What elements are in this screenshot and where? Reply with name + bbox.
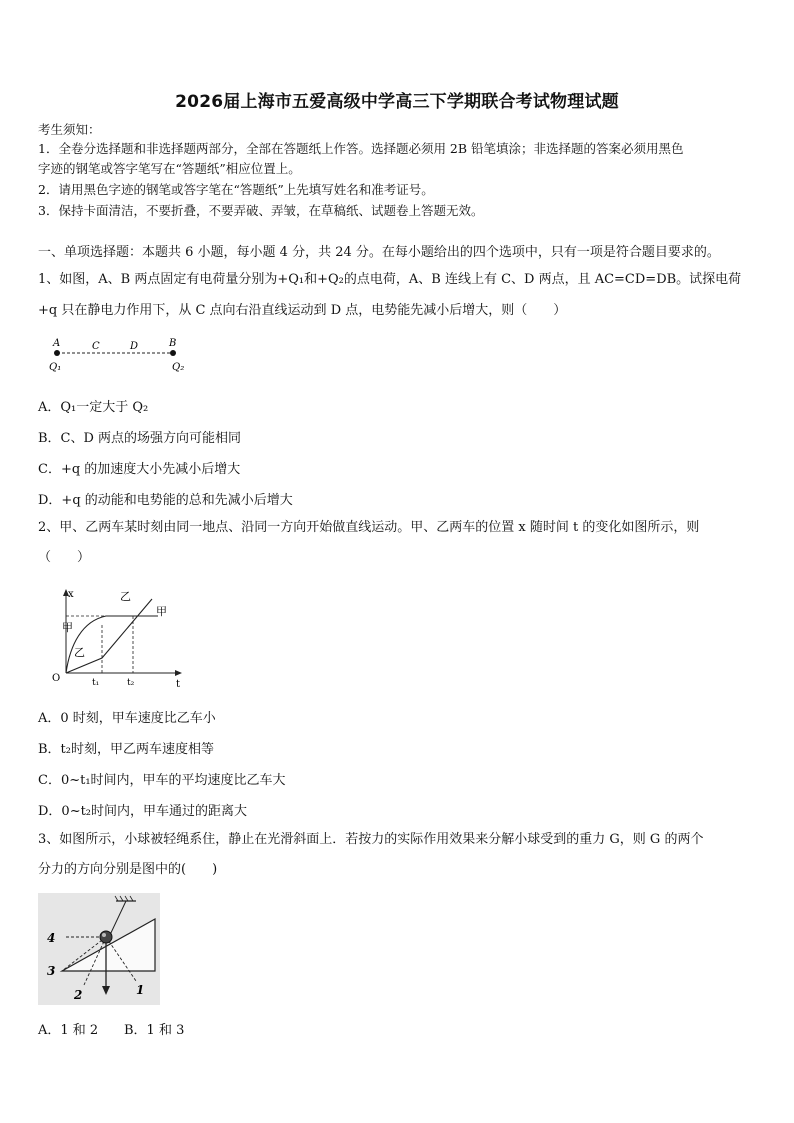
notice-item: 3．保持卡面清洁，不要折叠，不要弄破、弄皱，在草稿纸、试题卷上答题无效。	[38, 203, 484, 218]
t1-tick-label: t₁	[92, 678, 100, 688]
q1-option-a: A．Q₁一定大于 Q₂	[38, 400, 149, 415]
notice-heading: 考生须知：	[38, 122, 101, 137]
origin-label: O	[52, 673, 61, 684]
q2-stem: 2、甲、乙两车某时刻由同一地点、沿同一方向开始做直线运动。甲、乙两车的位置 x 随时间 t 的变化如图所示，则	[38, 520, 700, 535]
q1-stem: 1、如图，A、B 两点固定有电荷量分别为+Q₁和+Q₂的点电荷，A、B 连线上有 C、D 两点，且 AC=CD=DB。试探电荷	[38, 272, 742, 287]
notice-item: 字迹的钢笔或答字笔写在“答题纸”相应位置上。	[38, 161, 301, 176]
q3-option-a: A．1 和 2	[38, 1023, 99, 1038]
notice-item: 1．全卷分选择题和非选择题两部分，全部在答题纸上作答。选择题必须用 2B 铅笔填涂；非选择题的答案必须用黑色	[38, 141, 684, 156]
jia-curve-label: 甲	[62, 621, 73, 634]
q1-stem: +q 只在静电力作用下，从 C 点向右沿直线运动到 D 点，电势能先减小后增大，则（ ）	[38, 303, 567, 318]
point-a-label: A	[53, 338, 61, 349]
axis-t-label: t	[176, 679, 181, 690]
q2-position-time-graph	[48, 585, 188, 690]
q3-incline-figure	[38, 893, 160, 1005]
direction-4-label: 4	[47, 931, 56, 945]
point-d-label: D	[130, 341, 139, 352]
axis-x-label: x	[68, 589, 74, 600]
point-b-label: B	[169, 338, 177, 349]
q2-option-b: B．t₂时刻，甲乙两车速度相等	[38, 742, 214, 757]
point-c-label: C	[92, 341, 100, 352]
q3-stem: 分力的方向分别是图中的( )	[38, 862, 218, 877]
direction-2-label: 2	[74, 988, 83, 1002]
section-heading: 一、单项选择题：本题共 6 小题，每小题 4 分，共 24 分。在每小题给出的四个选项中，只有一项是符合题目要求的。	[38, 245, 720, 260]
q3-option-b: B．1 和 3	[124, 1023, 185, 1038]
q1-option-b: B．C、D 两点的场强方向可能相同	[38, 431, 242, 446]
q1-charges-figure	[40, 335, 200, 377]
q1-option-d: D．+q 的动能和电势能的总和先减小后增大	[38, 493, 293, 508]
yi-line-label: 乙	[74, 646, 85, 659]
t2-tick-label: t₂	[127, 678, 135, 688]
page-title: 2026届上海市五爱高级中学高三下学期联合考试物理试题	[175, 92, 619, 112]
direction-3-label: 3	[47, 964, 56, 978]
direction-1-label: 1	[136, 983, 145, 997]
notice-item: 2．请用黑色字迹的钢笔或答字笔在“答题纸”上先填写姓名和准考证号。	[38, 182, 434, 197]
q1-option-c: C．+q 的加速度大小先减小后增大	[38, 462, 241, 477]
q2-stem: （ ）	[38, 550, 91, 565]
q2-option-a: A．0 时刻，甲车速度比乙车小	[38, 711, 216, 726]
jia-curve-label: 甲	[156, 605, 167, 618]
q2-option-c: C．0~t₁时间内，甲车的平均速度比乙车大	[38, 773, 286, 788]
q3-stem: 3、如图所示，小球被轻绳系住，静止在光滑斜面上．若按力的实际作用效果来分解小球受到的重力 G，则 G 的两个	[38, 832, 704, 847]
charge-q1-label: Q₁	[49, 362, 62, 373]
charge-q2-label: Q₂	[172, 362, 185, 373]
q2-option-d: D．0~t₂时间内，甲车通过的距离大	[38, 804, 248, 819]
yi-line-label: 乙	[120, 590, 131, 603]
